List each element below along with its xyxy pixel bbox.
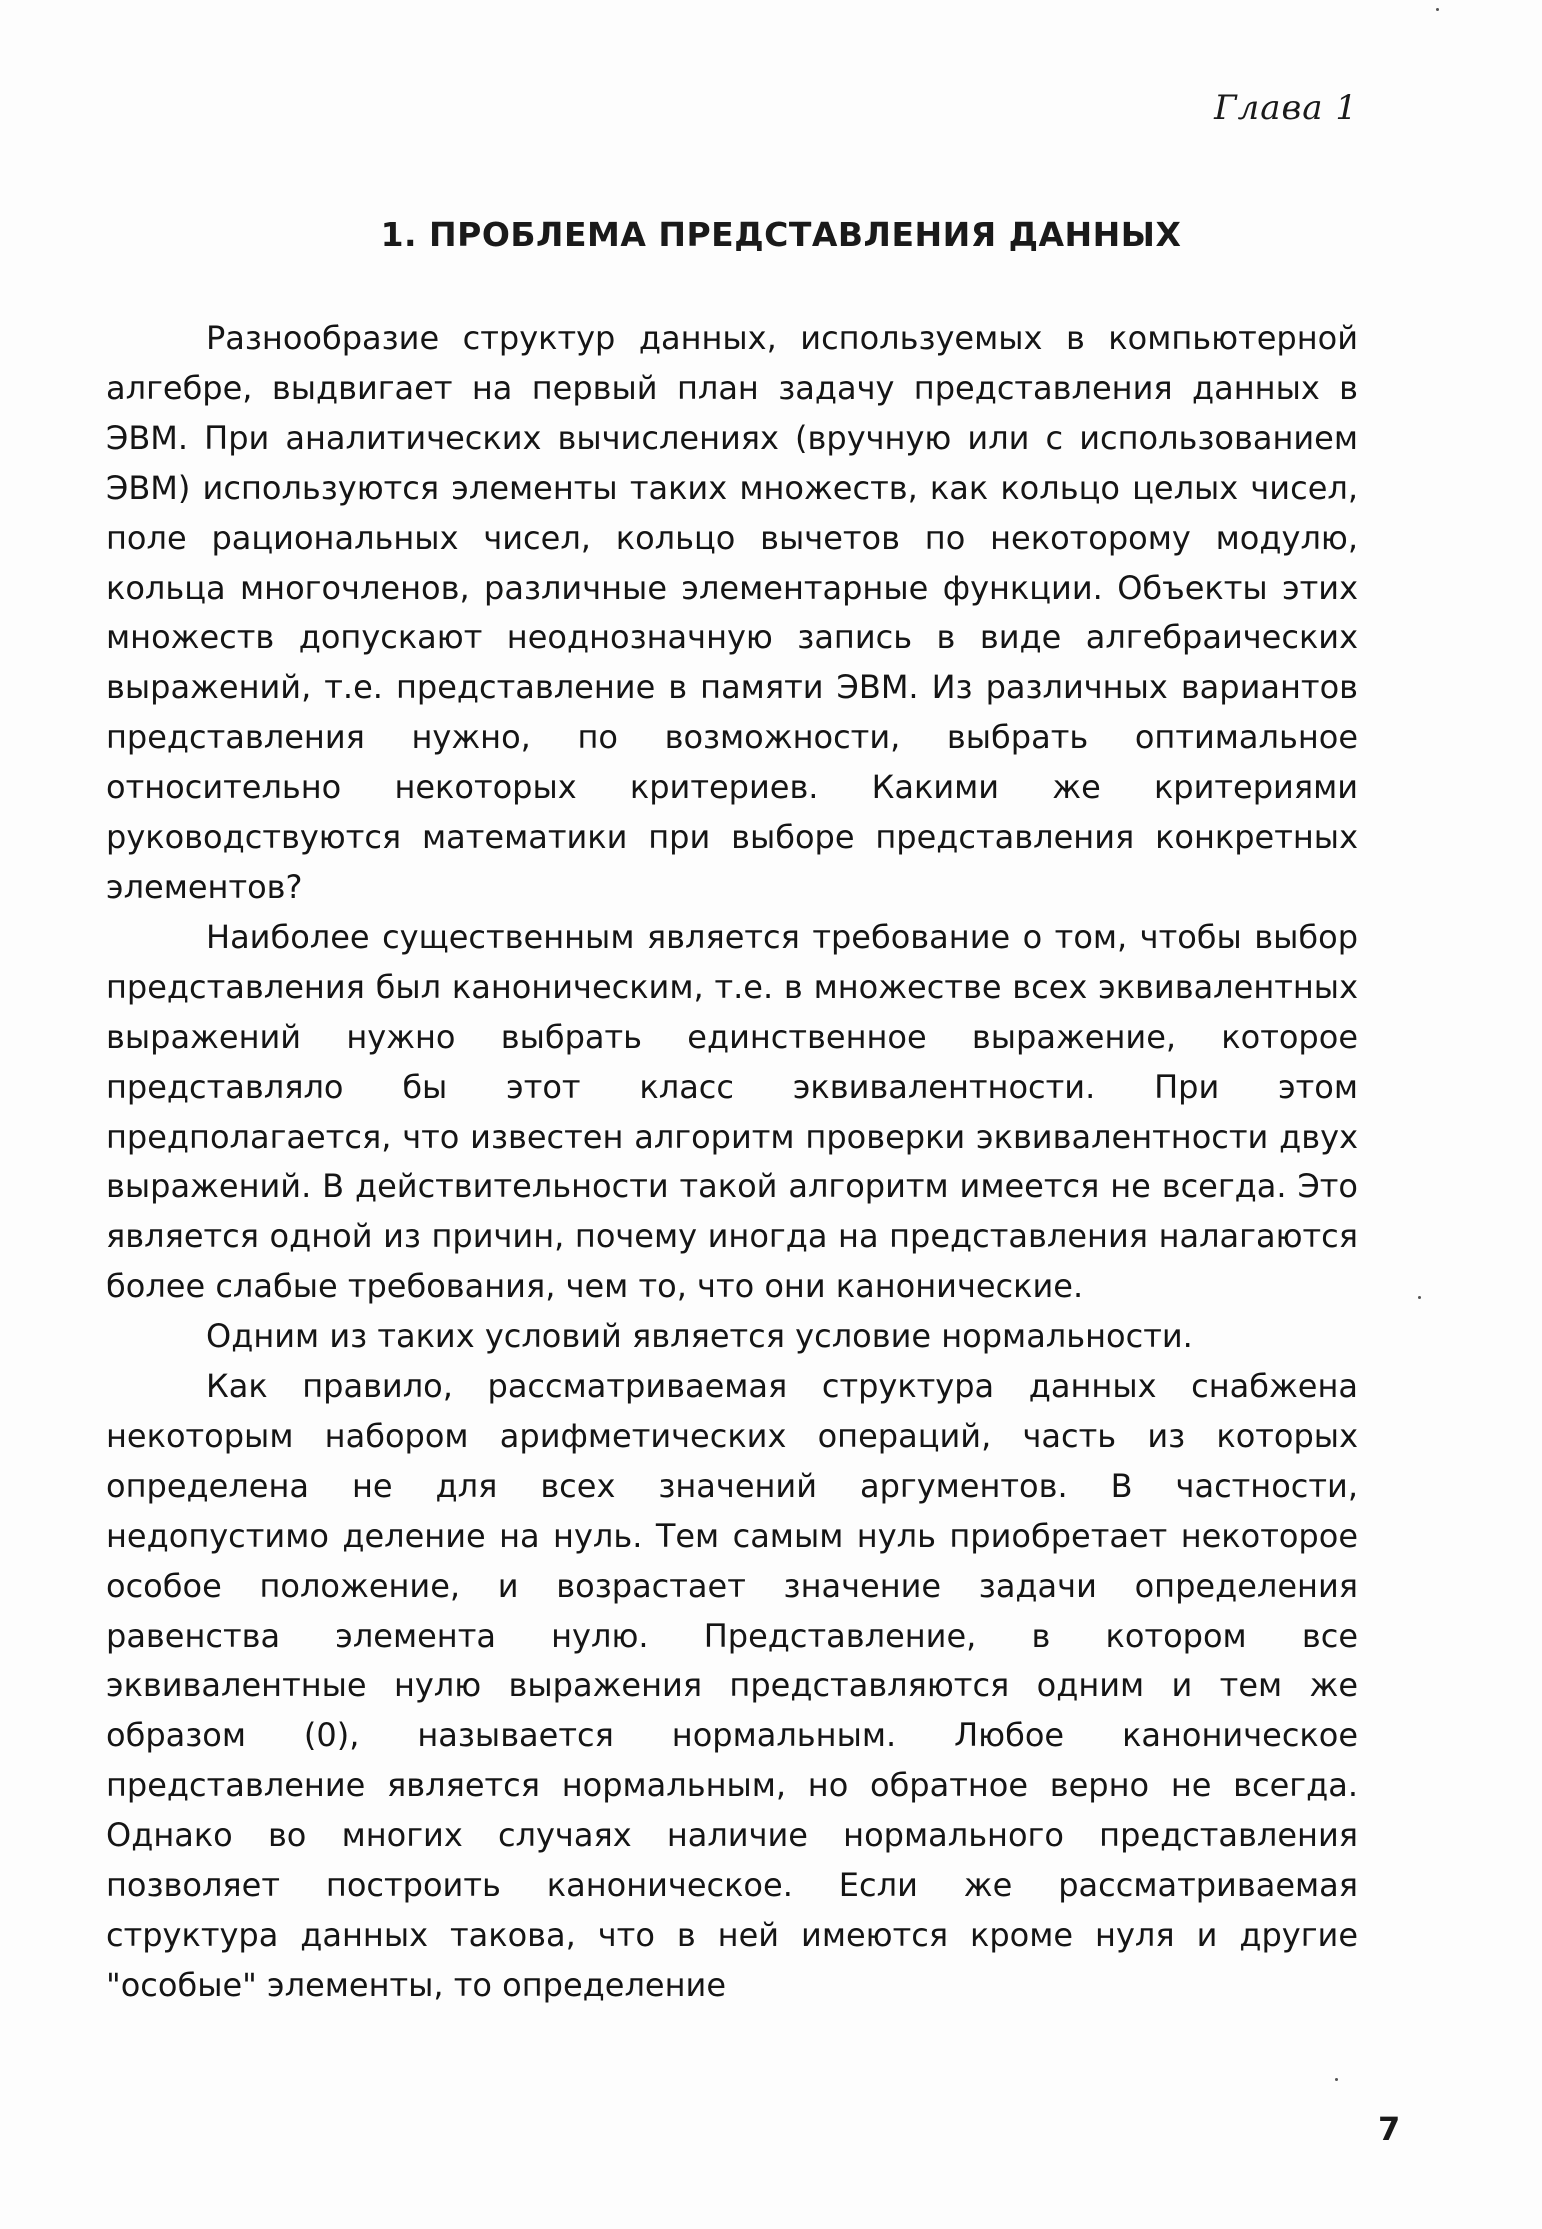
paragraph: Наиболее существенным является требование о том, чтобы выбор представления был каноническим, т.е. в множестве всех эквивалентных выражений нужно выбрать единственное выражение, которое представляло бы этот класс эквивалентности. При этом предполагается, что известен алгоритм проверки эквивалентности двух выражений. В действительности такой алгоритм имеется не всегда. Это является одной из причин, почему иногда на представления налагаются более слабые требования, чем то, что они канонические. <box>106 917 1358 1306</box>
paragraph: Разнообразие структур данных, используемых в компьютерной алгебре, выдвигает на первый план задачу представления данных в ЭВМ. При аналитических вычислениях (вручную или с использованием ЭВМ) используются элементы таких множеств, как кольцо целых чисел, поле рациональных чисел, кольцо вычетов по некоторому модулю, кольца многочленов, различные элементарные функции. Объекты этих множеств допускают неоднозначную запись в виде алгебраических выражений, т.е. представление в памяти ЭВМ. Из различных вариантов представления нужно, по возможности, выбрать оптимальное относительно некоторых критериев. Какими же критериями руководствуются математики при выборе представления конкретных элементов? <box>106 319 1358 906</box>
page-number: 7 <box>1378 2110 1401 2148</box>
paragraph: Одним из таких условий является условие нормальности. <box>206 1317 1193 1356</box>
section-title: 1. ПРОБЛЕМА ПРЕДСТАВЛЕНИЯ ДАННЫХ <box>380 215 1182 254</box>
scan-speck <box>1335 2078 1338 2081</box>
scan-speck <box>1436 8 1439 11</box>
body-text <box>106 314 1358 2011</box>
running-head: Глава 1 <box>1214 88 1358 128</box>
paragraph: Как правило, рассматриваемая структура данных снабжена некоторым набором арифметических операций, часть из которых определена не для всех значений аргументов. В частности, недопустимо деление на нуль. Тем самым нуль приобретает некоторое особое положение, и возрастает значение задачи определения равенства элемента нулю. Представление, в котором все эквивалентные нулю выражения представляются одним и тем же образом (0), называется нормальным. Любое каноническое представление является нормальным, но обратное верно не всегда. Однако во многих случаях наличие нормального представления позволяет построить каноническое. Если же рассматриваемая структура данных такова, что в ней имеются кроме нуля и другие "особые" элементы, то определение <box>106 1367 1358 2004</box>
scan-speck <box>1418 1296 1421 1299</box>
